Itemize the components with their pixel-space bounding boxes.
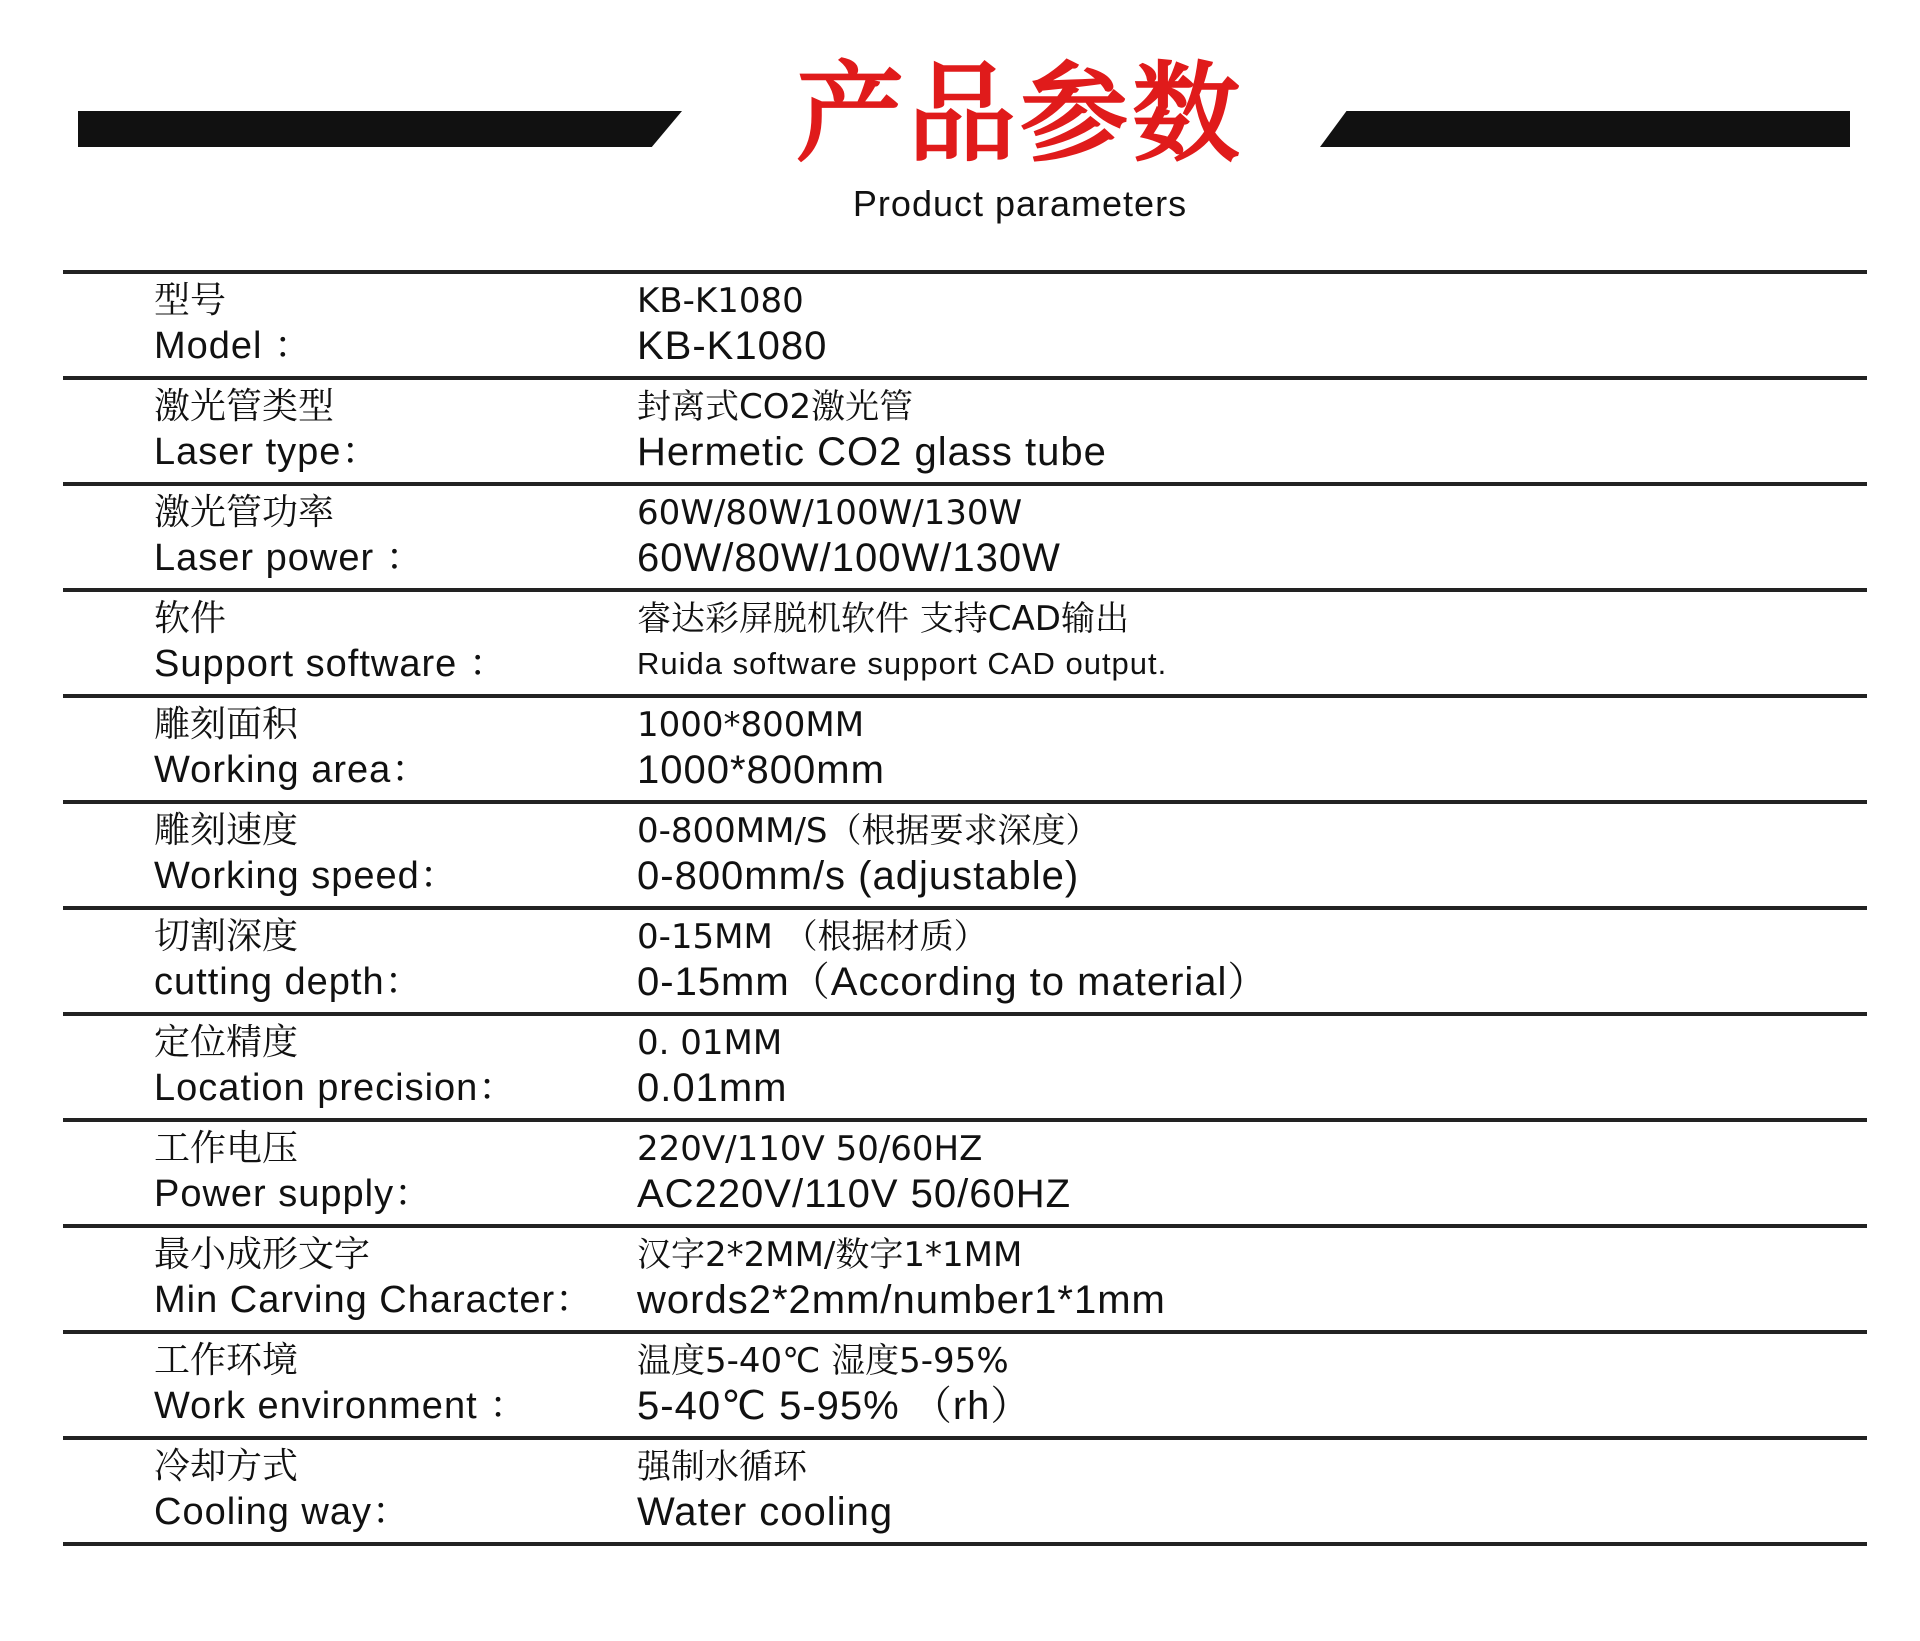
page-title-en: Product parameters (852, 183, 1188, 224)
value-cn: 睿达彩屏脱机软件 支持CAD输出 (637, 599, 1129, 639)
label-en: Min Carving Character： (154, 1279, 595, 1321)
value-en: 60W/80W/100W/130W (637, 536, 1061, 580)
param-row-min-character (63, 1228, 1867, 1334)
value-cn: 0-15MM （根据材质） (637, 917, 988, 957)
param-label (154, 490, 674, 580)
label-en: Laser power ： (154, 537, 425, 579)
decorative-bar-left (78, 111, 682, 147)
page-title-cn: 产品参数 (795, 52, 1244, 177)
param-label (154, 1020, 674, 1110)
value-cn: 汉字2*2MM/数字1*1MM (637, 1235, 1023, 1275)
param-value (637, 1338, 1837, 1428)
value-en: Water cooling (637, 1490, 894, 1534)
value-en: 1000*800mm (637, 748, 885, 792)
param-value (637, 490, 1837, 580)
value-cn: 60W/80W/100W/130W (637, 493, 1023, 533)
label-cn: 雕刻面积 (154, 704, 299, 745)
label-cn: 切割深度 (154, 916, 299, 957)
value-cn: 220V/110V 50/60HZ (637, 1129, 983, 1169)
param-row-laser-power (63, 486, 1867, 592)
value-en: words2*2mm/number1*1mm (637, 1278, 1166, 1322)
value-en: 5-40℃ 5-95% （rh） (637, 1384, 1032, 1428)
value-en: KB-K1080 (637, 324, 828, 368)
label-en: Work environment ： (154, 1385, 529, 1427)
param-label (154, 702, 674, 792)
param-row-working-area (63, 698, 1867, 804)
param-row-laser-type (63, 380, 1867, 486)
value-en: Hermetic CO2 glass tube (637, 430, 1107, 474)
value-cn: 温度5-40℃ 湿度5-95% (637, 1341, 1009, 1381)
param-label (154, 596, 674, 686)
label-cn: 型号 (154, 280, 227, 321)
label-cn: 工作电压 (154, 1128, 299, 1169)
param-label (154, 1338, 674, 1428)
label-cn: 最小成形文字 (154, 1234, 371, 1275)
value-cn: 0. 01MM (637, 1023, 783, 1063)
label-cn: 冷却方式 (154, 1446, 299, 1487)
label-cn: 定位精度 (154, 1022, 299, 1063)
param-label (154, 914, 674, 1004)
param-row-model (63, 274, 1867, 380)
value-en: AC220V/110V 50/60HZ (637, 1172, 1072, 1216)
label-en: Working area： (154, 749, 431, 791)
label-cn: 激光管功率 (154, 492, 335, 533)
header (0, 0, 1920, 260)
parameters-table (63, 270, 1867, 1546)
param-row-software (63, 592, 1867, 698)
param-label (154, 278, 674, 368)
label-en: Cooling way： (154, 1491, 411, 1533)
label-cn: 工作环境 (154, 1340, 299, 1381)
label-en: Support software ： (154, 643, 508, 685)
param-row-cutting-depth (63, 910, 1867, 1016)
param-label (154, 1444, 674, 1534)
param-row-location-precision (63, 1016, 1867, 1122)
param-value (637, 914, 1837, 1004)
param-value (637, 384, 1837, 474)
value-cn: KB-K1080 (637, 281, 804, 321)
value-cn: 封离式CO2激光管 (637, 387, 914, 427)
param-value (637, 1126, 1837, 1216)
param-label (154, 1126, 674, 1216)
param-value (637, 808, 1837, 898)
param-row-power-supply (63, 1122, 1867, 1228)
param-row-cooling-way (63, 1440, 1867, 1546)
label-en: Power supply： (154, 1173, 434, 1215)
param-label (154, 1232, 674, 1322)
value-cn: 强制水循环 (637, 1447, 807, 1487)
label-en: Laser type： (154, 431, 381, 473)
value-en: 0-800mm/s (adjustable) (637, 854, 1080, 898)
label-cn: 雕刻速度 (154, 810, 299, 851)
label-cn: 激光管类型 (154, 386, 335, 427)
param-value (637, 596, 1837, 686)
label-en: cutting depth： (154, 961, 424, 1003)
label-en: Location precision： (154, 1067, 518, 1109)
param-row-work-environment (63, 1334, 1867, 1440)
label-en: Working speed： (154, 855, 459, 897)
value-en: Ruida software support CAD output. (637, 646, 1168, 681)
param-value (637, 702, 1837, 792)
param-label (154, 808, 674, 898)
param-value (637, 1232, 1837, 1322)
value-cn: 1000*800MM (637, 705, 865, 745)
value-en: 0.01mm (637, 1066, 788, 1110)
param-value (637, 1020, 1837, 1110)
param-value (637, 278, 1837, 368)
param-label (154, 384, 674, 474)
value-en: 0-15mm（According to material） (637, 960, 1269, 1004)
param-value (637, 1444, 1837, 1534)
value-cn: 0-800MM/S（根据要求深度） (637, 811, 1100, 851)
param-row-working-speed (63, 804, 1867, 910)
label-en: Model ： (154, 325, 314, 367)
label-cn: 软件 (154, 598, 227, 639)
decorative-bar-right (1320, 111, 1850, 147)
